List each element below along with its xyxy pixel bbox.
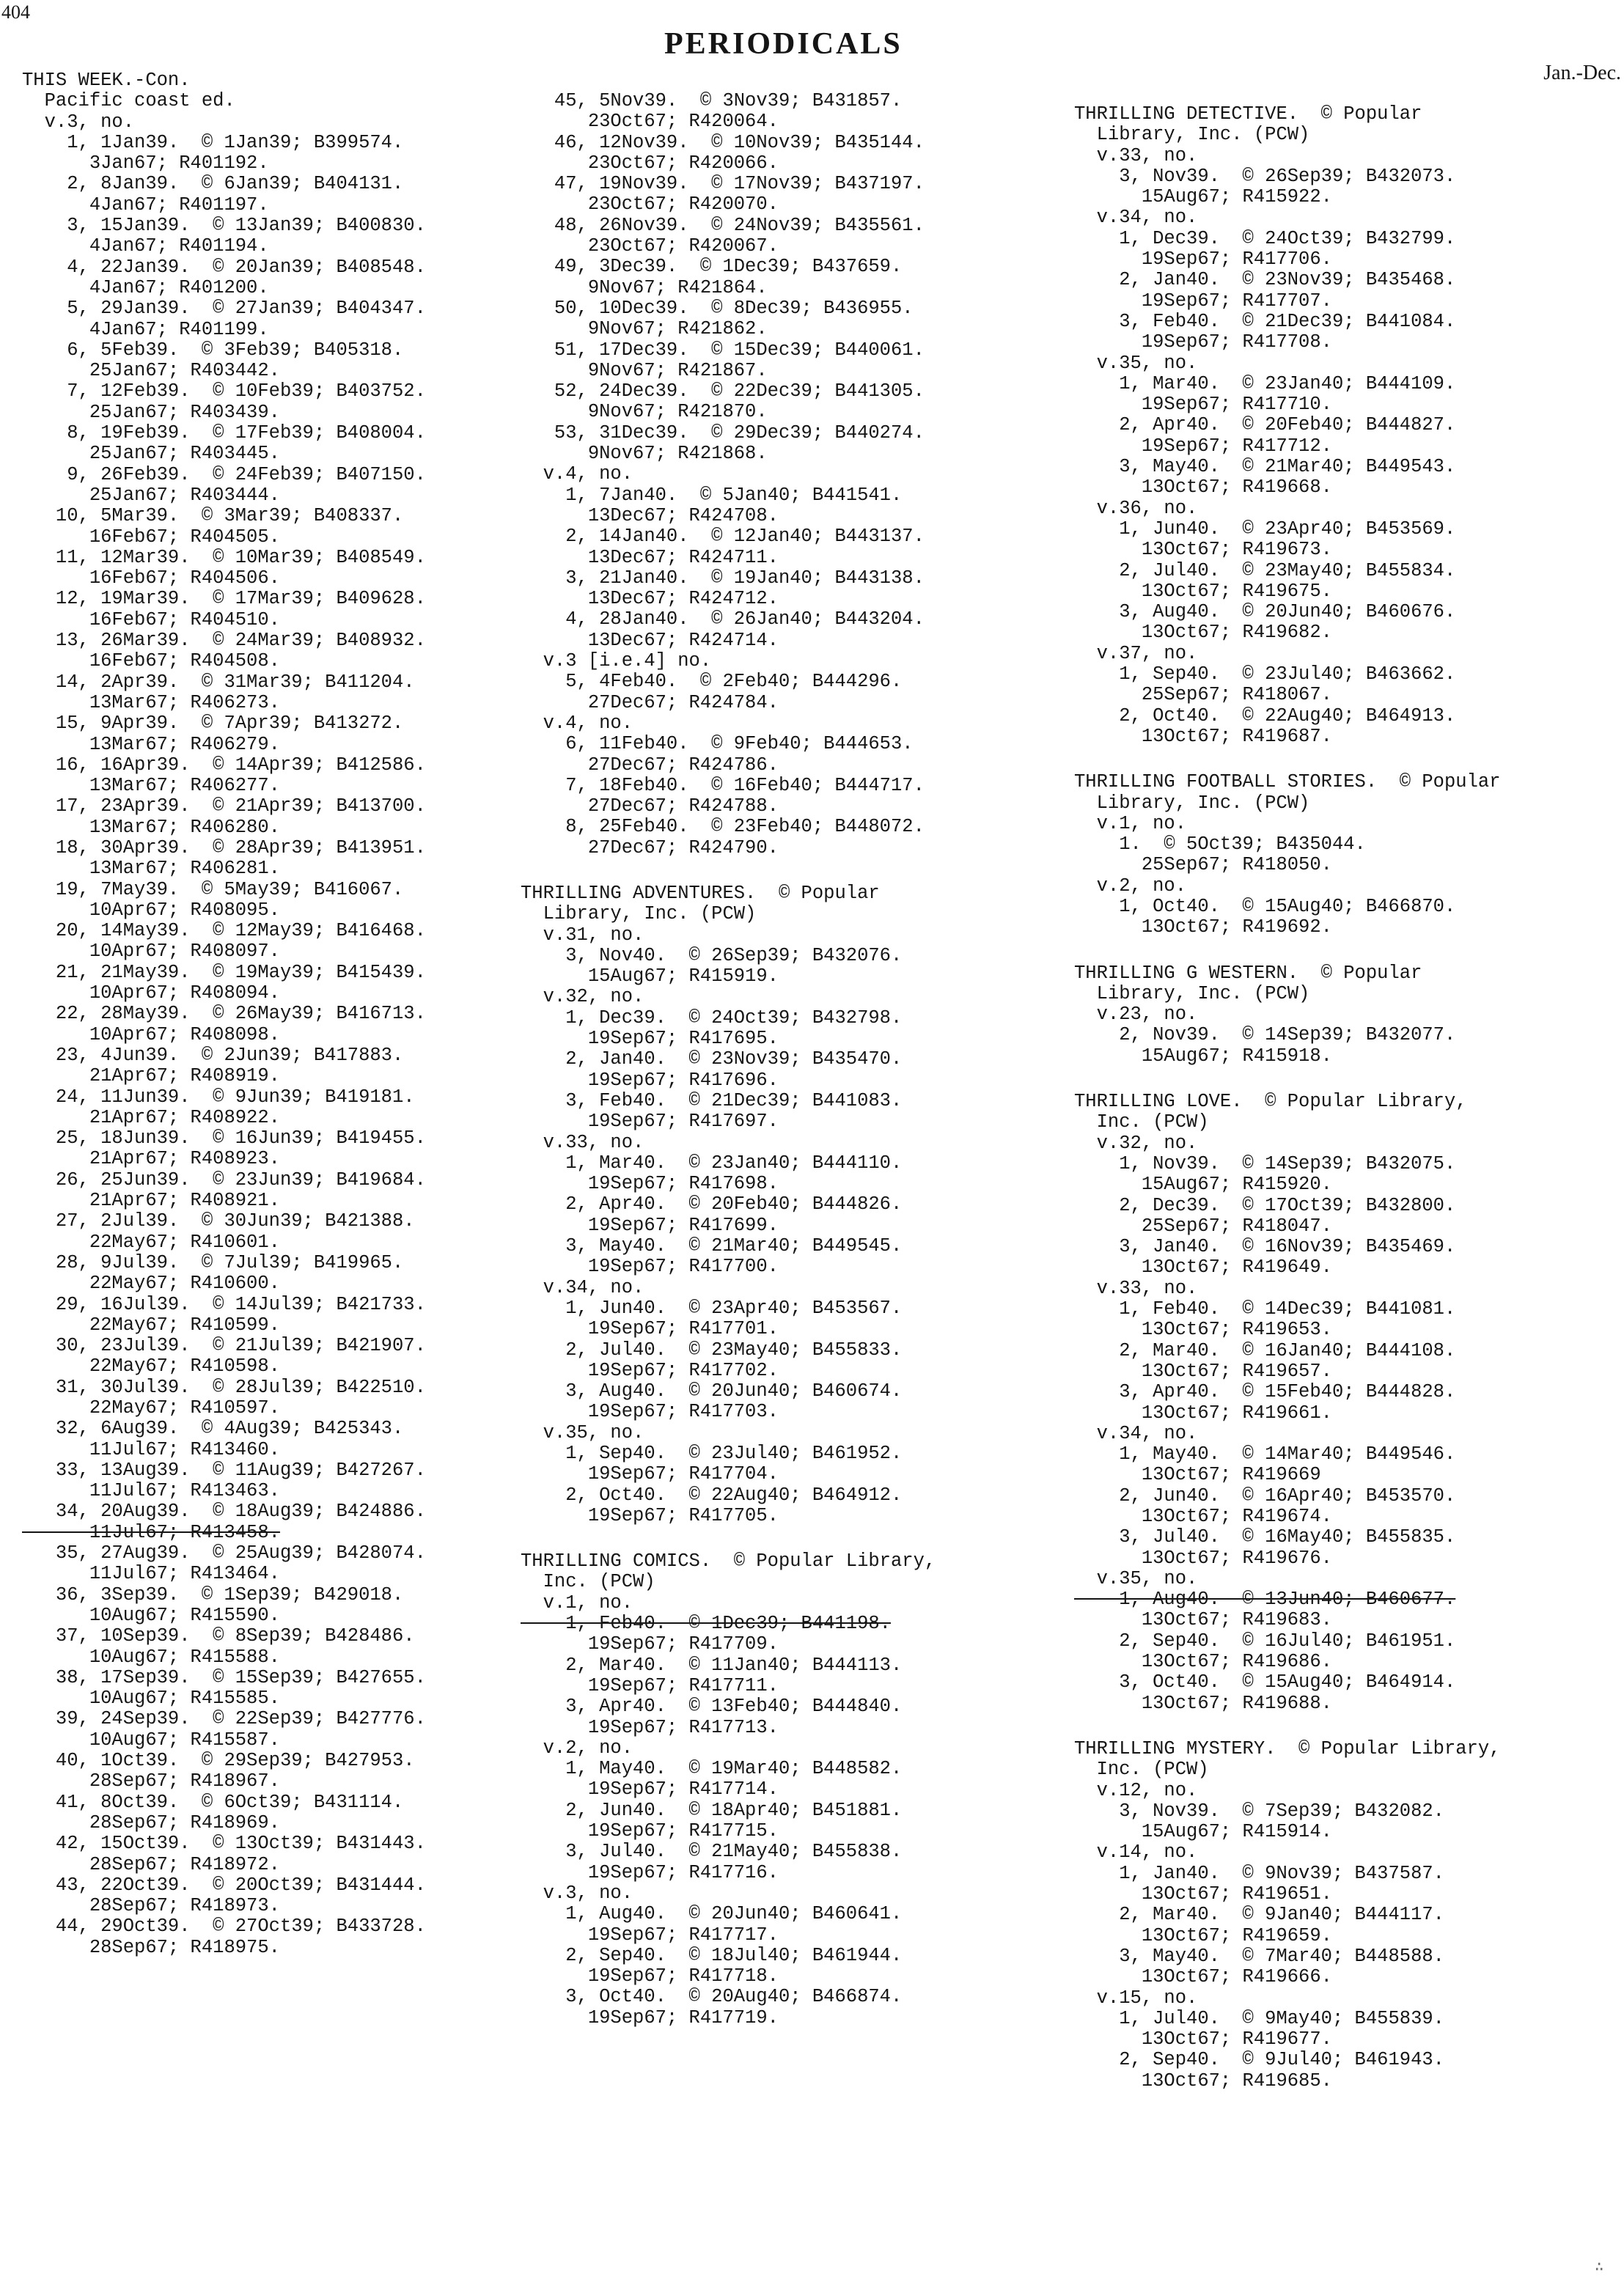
entry-line: 39, 24Sep39. © 22Sep39; B427776.: [22, 1708, 426, 1730]
entry-line: 11Jul67; R413460.: [22, 1438, 280, 1460]
entry-line: v.34, no.: [1074, 1422, 1198, 1444]
entry-line: 19Sep67; R417699.: [521, 1214, 779, 1236]
entry-line: 20, 14May39. © 12May39; B416468.: [22, 920, 426, 942]
entry-line: 33, 13Aug39. © 11Aug39; B427267.: [22, 1459, 426, 1481]
entry-line: 13Dec67; R424714.: [521, 629, 779, 651]
entry-line: Library, Inc. (PCW): [521, 903, 757, 925]
entry-line: 28, 9Jul39. © 7Jul39; B419965.: [22, 1251, 404, 1273]
entry-line: 27Dec67; R424784.: [521, 691, 779, 713]
entry-line: 21Apr67; R408921.: [22, 1190, 280, 1212]
entry-line: 10Apr67; R408094.: [22, 982, 280, 1004]
entry-line: 3, Aug40. © 20Jun40; B460674.: [521, 1380, 903, 1402]
entry-line: 28Sep67; R418973.: [22, 1895, 280, 1917]
entry-line: 3, Nov39. © 26Sep39; B432073.: [1074, 165, 1456, 187]
entry-line: 10, 5Mar39. © 3Mar39; B408337.: [22, 505, 404, 527]
entry-line: 19Sep67; R417697.: [521, 1111, 779, 1133]
entry-line: 1, Jun40. © 23Apr40; B453569.: [1074, 518, 1456, 540]
entry-line: 27Dec67; R424790.: [521, 836, 779, 858]
entry-line: v.33, no.: [1074, 144, 1198, 166]
entry-line: 3, May40. © 7Mar40; B448588.: [1074, 1945, 1444, 1967]
entry-line: 29, 16Jul39. © 14Jul39; B421733.: [22, 1293, 426, 1315]
entry-line: 13Mar67; R406280.: [22, 816, 280, 838]
entry-line: 15Aug67; R415922.: [1074, 186, 1332, 208]
entry-line: v.31, no.: [521, 924, 644, 946]
entry-line: 13Oct67; R419651.: [1074, 1883, 1332, 1905]
entry-line: 13Oct67; R419677.: [1074, 2028, 1332, 2050]
entry-line: Library, Inc. (PCW): [1074, 124, 1310, 146]
entry-line: 25Sep67; R418067.: [1074, 684, 1332, 706]
entry-heading: THRILLING FOOTBALL STORIES. © Popular: [1074, 771, 1501, 793]
entry-line: 1, Aug40. © 13Jun40; B460677.: [1074, 1589, 1456, 1611]
entry-line: 13Oct67; R419668.: [1074, 477, 1332, 499]
entry-line: 2, Jul40. © 23May40; B455834.: [1074, 559, 1456, 581]
entry-line: 1, Jun40. © 23Apr40; B453567.: [521, 1297, 903, 1319]
entry-line: 47, 19Nov39. © 17Nov39; B437197.: [521, 173, 925, 195]
entry-line: 2, Apr40. © 20Feb40; B444827.: [1074, 414, 1456, 436]
entry-line: v.34, no.: [521, 1276, 644, 1298]
entry-line: 6, 11Feb40. © 9Feb40; B444653.: [521, 733, 914, 755]
entry-line: 19Sep67; R417701.: [521, 1318, 779, 1340]
entry-line: 32, 6Aug39. © 4Aug39; B425343.: [22, 1418, 404, 1440]
entry-line: 19Sep67; R417705.: [521, 1504, 779, 1526]
entry-line: 1, Mar40. © 23Jan40; B444109.: [1074, 372, 1456, 394]
entry-line: 13Oct67; R419674.: [1074, 1506, 1332, 1527]
entry-line: 13Oct67; R419649.: [1074, 1257, 1332, 1279]
entry-line: 3, May40. © 21Mar40; B449545.: [521, 1235, 903, 1257]
entry-line: v.1, no.: [1074, 812, 1187, 834]
entry-line: 13Mar67; R406277.: [22, 775, 280, 797]
entry-line: 9Nov67; R421864.: [521, 276, 768, 298]
entry-line: Inc. (PCW): [1074, 1759, 1209, 1781]
entry-line: 13Oct67; R419686.: [1074, 1651, 1332, 1673]
entry-line: 10Aug67; R415585.: [22, 1688, 280, 1710]
column-2: [521, 91, 1034, 2028]
entry-line: 5, 4Feb40. © 2Feb40; B444296.: [521, 671, 903, 693]
entry-line: 2, Nov39. © 14Sep39; B432077.: [1074, 1024, 1456, 1046]
entry-line: 11, 12Mar39. © 10Mar39; B408549.: [22, 546, 426, 568]
entry-line: 19Sep67; R417707.: [1074, 290, 1332, 312]
entry-line: 1, Oct40. © 15Aug40; B466870.: [1074, 895, 1456, 917]
entry-line: 25, 18Jun39. © 16Jun39; B419455.: [22, 1128, 426, 1149]
entry-gap: [521, 1526, 1034, 1551]
entry-line: 2, Sep40. © 18Jul40; B461944.: [521, 1944, 903, 1966]
entry-line: v.3, no.: [22, 111, 135, 133]
entry-line: 19Sep67; R417716.: [521, 1861, 779, 1883]
entry-line: 13Dec67; R424712.: [521, 588, 779, 610]
entry-line: 44, 29Oct39. © 27Oct39; B433728.: [22, 1916, 426, 1938]
entry-line: v.4, no.: [521, 712, 633, 734]
entry-line: 52, 24Dec39. © 22Dec39; B441305.: [521, 380, 925, 402]
entry-line: 13Oct67; R419685.: [1074, 2070, 1332, 2092]
entry-line: 11Jul67; R413458.: [22, 1521, 280, 1543]
entry-line: v.4, no.: [521, 463, 633, 485]
entry-line: 6, 5Feb39. © 3Feb39; B405318.: [22, 339, 404, 361]
entry-line: Inc. (PCW): [521, 1571, 655, 1593]
entry-line: 3, 15Jan39. © 13Jan39; B400830.: [22, 215, 426, 237]
entry-line: 13Oct67; R419669: [1074, 1464, 1321, 1486]
entry-line: 19Sep67; R417712.: [1074, 435, 1332, 457]
entry-line: 13Oct67; R419659.: [1074, 1924, 1332, 1946]
entry-line: 15Aug67; R415920.: [1074, 1174, 1332, 1196]
entry-line: 13Oct67; R419666.: [1074, 1966, 1332, 1988]
entry-line: 24, 11Jun39. © 9Jun39; B419181.: [22, 1086, 415, 1108]
entry-line: 1, Jul40. © 9May40; B455839.: [1074, 2007, 1444, 2029]
entry-line: 28Sep67; R418975.: [22, 1936, 280, 1958]
entry-line: v.37, no.: [1074, 642, 1198, 664]
entry-heading: THRILLING ADVENTURES. © Popular: [521, 882, 880, 904]
entry-line: 19Sep67; R417719.: [521, 2006, 779, 2028]
entry-line: 8, 25Feb40. © 23Feb40; B448072.: [521, 816, 925, 838]
entry-line: 25Sep67; R418050.: [1074, 854, 1332, 876]
entry-line: Library, Inc. (PCW): [1074, 982, 1310, 1004]
entry-line: 10Aug67; R415587.: [22, 1729, 280, 1751]
entry-line: 16, 16Apr39. © 14Apr39; B412586.: [22, 754, 426, 776]
entry-line: 16Feb67; R404506.: [22, 567, 280, 589]
entry-line: 13Oct67; R419688.: [1074, 1692, 1332, 1714]
entry-line: 1, Jan40. © 9Nov39; B437587.: [1074, 1862, 1444, 1884]
entry-line: 25Jan67; R403439.: [22, 401, 280, 423]
entry-line: 10Apr67; R408098.: [22, 1023, 280, 1045]
entry-line: 2, Oct40. © 22Aug40; B464913.: [1074, 705, 1456, 727]
entry-line: 16Feb67; R404508.: [22, 650, 280, 672]
entry-line: 22May67; R410597.: [22, 1397, 280, 1419]
entry-line: 45, 5Nov39. © 3Nov39; B431857.: [521, 90, 903, 111]
entry-line: 13Oct67; R419682.: [1074, 622, 1332, 644]
entry-line: 1, 1Jan39. © 1Jan39; B399574.: [22, 131, 404, 153]
entry-line: 3, Oct40. © 20Aug40; B466874.: [521, 1986, 903, 2008]
entry-line: 1, Feb40. © 1Dec39; B441198.: [521, 1613, 891, 1635]
entry-line: 11Jul67; R413463.: [22, 1480, 280, 1502]
entry-line: 28Sep67; R418967.: [22, 1770, 280, 1792]
entry-line: 4Jan67; R401200.: [22, 276, 269, 298]
entry-line: 2, Jan40. © 23Nov39; B435470.: [521, 1048, 903, 1070]
entry-line: 51, 17Dec39. © 15Dec39; B440061.: [521, 339, 925, 361]
entry-line: Library, Inc. (PCW): [1074, 792, 1310, 814]
entry-line: 38, 17Sep39. © 15Sep39; B427655.: [22, 1666, 426, 1688]
entry-line: 12, 19Mar39. © 17Mar39; B409628.: [22, 588, 426, 610]
entry-line: 19Sep67; R417703.: [521, 1401, 779, 1423]
entry-line: 43, 22Oct39. © 20Oct39; B431444.: [22, 1874, 426, 1896]
entry-line: 13Oct67; R419675.: [1074, 580, 1332, 602]
entry-line: 2, 8Jan39. © 6Jan39; B404131.: [22, 173, 404, 195]
entry-line: 1, Mar40. © 23Jan40; B444110.: [521, 1152, 903, 1174]
entry-line: 19Sep67; R417718.: [521, 1965, 779, 1987]
entry-line: 2, 14Jan40. © 12Jan40; B443137.: [521, 526, 925, 548]
entry-line: 19Sep67; R417708.: [1074, 331, 1332, 353]
entry-line: 49, 3Dec39. © 1Dec39; B437659.: [521, 256, 903, 278]
entry-line: 25Jan67; R403445.: [22, 443, 280, 465]
entry-line: v.3 [i.e.4] no.: [521, 650, 712, 672]
entry-line: 3, Oct40. © 15Aug40; B464914.: [1074, 1671, 1456, 1693]
entry-line: 26, 25Jun39. © 23Jun39; B419684.: [22, 1169, 426, 1191]
entry-line: 53, 31Dec39. © 29Dec39; B440274.: [521, 422, 925, 444]
entry-line: v.34, no.: [1074, 207, 1198, 229]
entry-heading: THRILLING G WESTERN. © Popular: [1074, 962, 1422, 984]
entry-line: 25Sep67; R418047.: [1074, 1215, 1332, 1237]
entry-line: v.35, no.: [1074, 352, 1198, 374]
entry-line: 16Feb67; R404505.: [22, 526, 280, 548]
entry-line: 13Oct67; R419676.: [1074, 1547, 1332, 1569]
entry-gap: [1074, 938, 1617, 963]
entry-line: 18, 30Apr39. © 28Apr39; B413951.: [22, 836, 426, 858]
entry-line: 1, Feb40. © 14Dec39; B441081.: [1074, 1298, 1456, 1320]
entry-line: 46, 12Nov39. © 10Nov39; B435144.: [521, 131, 925, 153]
entry-line: 25Jan67; R403442.: [22, 360, 280, 382]
entry-line: 4Jan67; R401197.: [22, 194, 269, 216]
entry-line: 2, Jan40. © 23Nov39; B435468.: [1074, 269, 1456, 291]
entry-line: v.23, no.: [1074, 1004, 1198, 1026]
entry-line: 13, 26Mar39. © 24Mar39; B408932.: [22, 630, 426, 652]
entry-line: 15, 9Apr39. © 7Apr39; B413272.: [22, 713, 404, 735]
corner-mark: ∴: [1594, 2259, 1603, 2276]
entry-line: 23Oct67; R420064.: [521, 111, 779, 133]
entry-line: 19Sep67; R417704.: [521, 1463, 779, 1485]
entry-line: v.14, no.: [1074, 1842, 1198, 1864]
entry-line: 13Oct67; R419692.: [1074, 916, 1332, 938]
entry-line: 4Jan67; R401199.: [22, 318, 269, 340]
entry-line: 2, Jul40. © 23May40; B455833.: [521, 1339, 903, 1361]
entry-line: v.33, no.: [1074, 1277, 1198, 1299]
entry-line: 3, 21Jan40. © 19Jan40; B443138.: [521, 567, 925, 589]
page-title: PERIODICALS: [664, 27, 903, 61]
column-3: [1074, 104, 1617, 2092]
entry-line: 22May67; R410600.: [22, 1273, 280, 1295]
entry-heading: THRILLING MYSTERY. © Popular Library,: [1074, 1737, 1501, 1759]
entry-line: 2, Dec39. © 17Oct39; B432800.: [1074, 1194, 1456, 1216]
entry-line: 13Mar67; R406279.: [22, 733, 280, 755]
entry-gap: [1074, 1067, 1617, 1092]
entry-line: 9, 26Feb39. © 24Feb39; B407150.: [22, 463, 426, 485]
entry-line: 3, Jul40. © 16May40; B455835.: [1074, 1526, 1456, 1548]
entry-line: 23Oct67; R420066.: [521, 152, 779, 174]
entry-heading: THRILLING DETECTIVE. © Popular: [1074, 103, 1422, 125]
entry-line: 3, Nov39. © 7Sep39; B432082.: [1074, 1800, 1444, 1822]
entry-line: 19Sep67; R417713.: [521, 1716, 779, 1738]
entry-line: 14, 2Apr39. © 31Mar39; B411204.: [22, 671, 415, 693]
entry-line: 2, Jun40. © 18Apr40; B451881.: [521, 1799, 903, 1821]
entry-line: 19Sep67; R417715.: [521, 1820, 779, 1842]
entry-line: 10Apr67; R408097.: [22, 941, 280, 963]
entry-line: 3, Apr40. © 13Feb40; B444840.: [521, 1696, 903, 1718]
entry-line: 21Apr67; R408919.: [22, 1065, 280, 1087]
entry-line: 1, Aug40. © 20Jun40; B460641.: [521, 1903, 903, 1925]
entry-line: 10Aug67; R415588.: [22, 1646, 280, 1668]
entry-line: 19Sep67; R417698.: [521, 1173, 779, 1195]
entry-line: 13Oct67; R419653.: [1074, 1319, 1332, 1341]
entry-line: 13Mar67; R406281.: [22, 858, 280, 880]
entry-line: 4, 28Jan40. © 26Jan40; B443204.: [521, 608, 925, 630]
entry-line: 15Aug67; R415914.: [1074, 1821, 1332, 1843]
entry-line: 22May67; R410599.: [22, 1314, 280, 1336]
entry-line: 7, 12Feb39. © 10Feb39; B403752.: [22, 380, 426, 402]
entry-line: 8, 19Feb39. © 17Feb39; B408004.: [22, 422, 426, 444]
entry-line: 13Dec67; R424708.: [521, 504, 779, 526]
entry-line: 9Nov67; R421870.: [521, 401, 768, 423]
entry-line: 37, 10Sep39. © 8Sep39; B428486.: [22, 1625, 415, 1647]
entry-line: 21, 21May39. © 19May39; B415439.: [22, 961, 426, 983]
entry-line: 7, 18Feb40. © 16Feb40; B444717.: [521, 774, 925, 796]
entry-line: 4, 22Jan39. © 20Jan39; B408548.: [22, 256, 426, 278]
column-1: [22, 70, 499, 1958]
entry-line: 1, May40. © 14Mar40; B449546.: [1074, 1443, 1456, 1465]
entry-line: 41, 8Oct39. © 6Oct39; B431114.: [22, 1791, 404, 1813]
entry-line: 3, Jan40. © 16Nov39; B435469.: [1074, 1236, 1456, 1258]
entry-line: 3, Nov40. © 26Sep39; B432076.: [521, 944, 903, 966]
entry-line: 19Sep67; R417710.: [1074, 394, 1332, 416]
entry-heading: THRILLING LOVE. © Popular Library,: [1074, 1091, 1467, 1113]
entry-line: 3, Feb40. © 21Dec39; B441084.: [1074, 310, 1456, 332]
entry-line: Pacific coast ed.: [22, 90, 235, 112]
entry-line: 36, 3Sep39. © 1Sep39; B429018.: [22, 1583, 404, 1605]
entry-line: v.2, no.: [1074, 875, 1187, 897]
entry-line: v.2, no.: [521, 1737, 633, 1759]
entry-line: 31, 30Jul39. © 28Jul39; B422510.: [22, 1376, 426, 1398]
entry-line: 13Oct67; R419657.: [1074, 1360, 1332, 1382]
entry-line: 3, May40. © 21Mar40; B449543.: [1074, 456, 1456, 478]
entry-line: 13Dec67; R424711.: [521, 546, 779, 568]
entry-line: v.12, no.: [1074, 1779, 1198, 1801]
entry-line: Inc. (PCW): [1074, 1111, 1209, 1133]
entry-line: 1, Dec39. © 24Oct39; B432799.: [1074, 227, 1456, 249]
entry-line: v.35, no.: [1074, 1567, 1198, 1589]
entry-line: 3, Feb40. © 21Dec39; B441083.: [521, 1089, 903, 1111]
entry-line: v.32, no.: [1074, 1132, 1198, 1154]
entry-line: 1, 7Jan40. © 5Jan40; B441541.: [521, 484, 903, 506]
entry-line: 9Nov67; R421862.: [521, 318, 768, 340]
entry-line: 23, 4Jun39. © 2Jun39; B417883.: [22, 1044, 404, 1066]
entry-line: 19Sep67; R417700.: [521, 1256, 779, 1278]
entry-heading: THIS WEEK.-Con.: [22, 70, 191, 91]
entry-line: v.3, no.: [521, 1882, 633, 1904]
entry-line: 11Jul67; R413464.: [22, 1563, 280, 1585]
entry-line: 13Oct67; R419673.: [1074, 539, 1332, 561]
entry-line: 27Dec67; R424786.: [521, 754, 779, 776]
entry-line: 13Oct67; R419683.: [1074, 1609, 1332, 1631]
entry-line: 4Jan67; R401194.: [22, 235, 269, 257]
entry-line: 17, 23Apr39. © 21Apr39; B413700.: [22, 795, 426, 817]
entry-line: 2, Sep40. © 9Jul40; B461943.: [1074, 2049, 1444, 2071]
entry-line: 27Dec67; R424788.: [521, 795, 779, 817]
entry-line: 21Apr67; R408922.: [22, 1106, 280, 1128]
page-number: 404: [1, 1, 30, 23]
entry-line: 19, 7May39. © 5May39; B416067.: [22, 878, 404, 900]
entry-line: 3, Aug40. © 20Jun40; B460676.: [1074, 601, 1456, 623]
entry-gap: [1074, 747, 1617, 772]
entry-line: 1, May40. © 19Mar40; B448582.: [521, 1758, 903, 1780]
entry-gap: [521, 858, 1034, 883]
entry-line: 42, 15Oct39. © 13Oct39; B431443.: [22, 1833, 426, 1855]
entry-line: 23Oct67; R420067.: [521, 235, 779, 257]
entry-line: 30, 23Jul39. © 21Jul39; B421907.: [22, 1335, 426, 1357]
entry-line: 2, Sep40. © 16Jul40; B461951.: [1074, 1630, 1456, 1652]
entry-line: 25Jan67; R403444.: [22, 484, 280, 506]
entry-line: 1, Nov39. © 14Sep39; B432075.: [1074, 1152, 1456, 1174]
entry-gap: [1074, 1714, 1617, 1739]
entry-line: v.35, no.: [521, 1421, 644, 1443]
entry-line: 19Sep67; R417717.: [521, 1924, 779, 1946]
entry-line: 50, 10Dec39. © 8Dec39; B436955.: [521, 297, 914, 319]
entry-line: v.1, no.: [521, 1592, 633, 1614]
entry-line: 19Sep67; R417702.: [521, 1359, 779, 1381]
entry-line: 40, 1Oct39. © 29Sep39; B427953.: [22, 1750, 415, 1772]
entry-line: 19Sep67; R417706.: [1074, 249, 1332, 271]
entry-line: 16Feb67; R404510.: [22, 608, 280, 630]
entry-line: 15Aug67; R415918.: [1074, 1045, 1332, 1067]
entry-line: 1, Sep40. © 23Jul40; B463662.: [1074, 663, 1456, 685]
entry-line: 22May67; R410598.: [22, 1355, 280, 1377]
entry-line: v.36, no.: [1074, 497, 1198, 519]
entry-heading: THRILLING COMICS. © Popular Library,: [521, 1551, 936, 1572]
entry-line: 23Oct67; R420070.: [521, 194, 779, 216]
entry-line: 35, 27Aug39. © 25Aug39; B428074.: [22, 1542, 426, 1564]
entry-line: 19Sep67; R417709.: [521, 1633, 779, 1655]
entry-line: 2, Mar40. © 16Jan40; B444108.: [1074, 1339, 1456, 1361]
entry-line: 13Oct67; R419687.: [1074, 725, 1332, 747]
entry-line: 1. © 5Oct39; B435044.: [1074, 834, 1366, 856]
entry-line: 13Oct67; R419661.: [1074, 1402, 1332, 1424]
entry-line: 2, Mar40. © 11Jan40; B444113.: [521, 1654, 903, 1676]
entry-line: 19Sep67; R417714.: [521, 1778, 779, 1800]
entry-line: 3, Jul40. © 21May40; B455838.: [521, 1841, 903, 1863]
entry-line: v.32, no.: [521, 986, 644, 1008]
entry-line: 21Apr67; R408923.: [22, 1148, 280, 1170]
entry-line: 22May67; R410601.: [22, 1231, 280, 1253]
entry-line: v.33, no.: [521, 1131, 644, 1153]
entry-line: 2, Apr40. © 20Feb40; B444826.: [521, 1193, 903, 1215]
entry-line: 48, 26Nov39. © 24Nov39; B435561.: [521, 214, 925, 236]
entry-line: 28Sep67; R418969.: [22, 1811, 280, 1833]
entry-line: 22, 28May39. © 26May39; B416713.: [22, 1003, 426, 1025]
entry-line: 13Mar67; R406273.: [22, 691, 280, 713]
date-range: Jan.-Dec.: [1543, 62, 1621, 84]
entry-line: 2, Mar40. © 9Jan40; B444117.: [1074, 1904, 1444, 1926]
entry-line: 19Sep67; R417695.: [521, 1028, 779, 1050]
entry-line: 9Nov67; R421868.: [521, 443, 768, 465]
entry-line: 27, 2Jul39. © 30Jun39; B421388.: [22, 1210, 415, 1232]
entry-line: 15Aug67; R415919.: [521, 965, 779, 987]
entry-line: 2, Oct40. © 22Aug40; B464912.: [521, 1484, 903, 1506]
entry-line: 10Aug67; R415590.: [22, 1604, 280, 1626]
entry-line: v.15, no.: [1074, 1987, 1198, 2009]
entry-line: 3, Apr40. © 15Feb40; B444828.: [1074, 1381, 1456, 1403]
entry-line: 3Jan67; R401192.: [22, 152, 269, 174]
entry-line: 19Sep67; R417696.: [521, 1069, 779, 1091]
entry-line: 5, 29Jan39. © 27Jan39; B404347.: [22, 298, 426, 320]
entry-line: 9Nov67; R421867.: [521, 359, 768, 381]
entry-line: 19Sep67; R417711.: [521, 1674, 779, 1696]
entry-line: 34, 20Aug39. © 18Aug39; B424886.: [22, 1501, 426, 1523]
entry-line: 28Sep67; R418972.: [22, 1853, 280, 1875]
entry-line: 2, Jun40. © 16Apr40; B453570.: [1074, 1485, 1456, 1507]
entry-line: 1, Dec39. © 24Oct39; B432798.: [521, 1007, 903, 1029]
entry-line: 10Apr67; R408095.: [22, 899, 280, 921]
entry-line: 1, Sep40. © 23Jul40; B461952.: [521, 1443, 903, 1464]
